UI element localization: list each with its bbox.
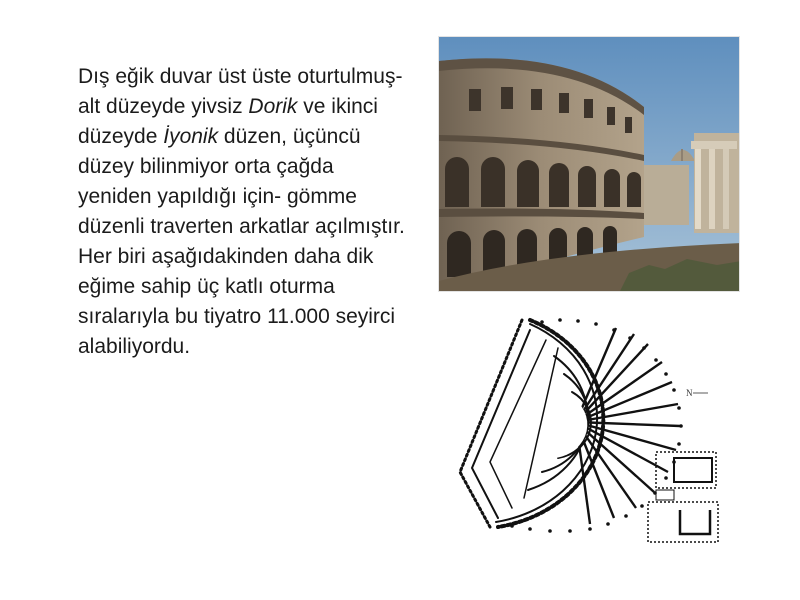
theatre-photo-image [439,37,740,292]
text-italic-dorik: Dorik [248,95,298,118]
text-italic-iyonik: İyonik [163,125,219,148]
text-part-2: ve ikinci düzeyde [78,95,378,148]
text-part-1: Dış eğik duvar üst üste oturtulmuş- alt düzeyde yivsiz [78,65,403,118]
theatre-photo [438,36,740,292]
theatre-floor-plan [450,312,740,552]
north-label: N [686,388,693,398]
body-text [78,62,408,362]
text-part-3: düzen, üçüncü düzey bilinmiyor orta çağda yeniden yapıldığı için- gömme düzenli traverten arkatlar açılmıştır. Her biri aşağıdakinden daha dik eğime sahip üç katlı oturma sıralarıyla bu tiyatro 11.000 seyirci alabiliyordu. [78,125,405,358]
